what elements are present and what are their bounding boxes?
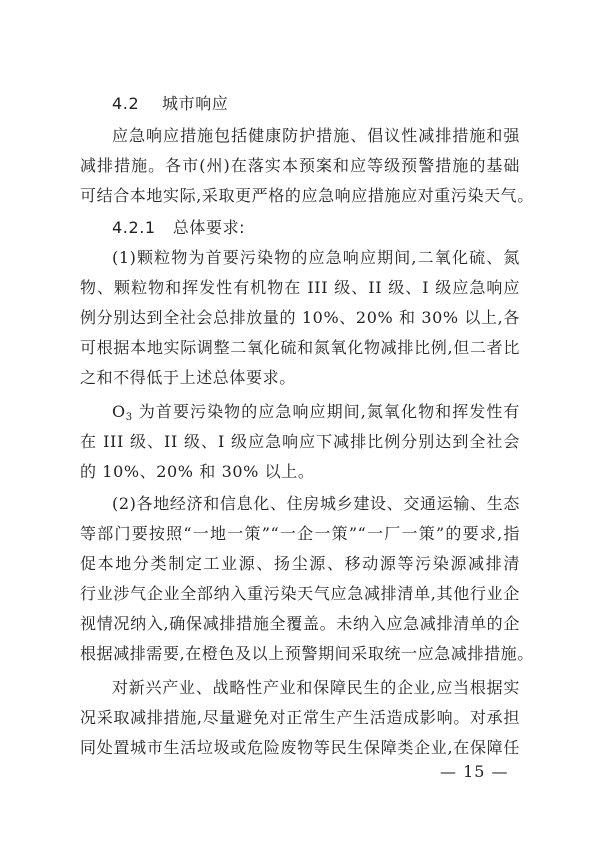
subsection-heading (112, 218, 552, 238)
para3-line-2: 在 III 级、II 级、I 级应急响应下减排比例分别达到全社会 (80, 432, 520, 451)
para1-line-3: 可结合本地实际,采取更严格的应急响应措施应对重污染天气。 (80, 186, 534, 205)
para5-line-2: 况采取减排措施,尽量避免对正常生产生活造成影响。对承担 (80, 708, 520, 727)
para4-line-4: 行业涉气企业全部纳入重污染天气应急减排清单,其他行业企 (80, 584, 520, 603)
para4-line-1: (2)各地经济和信息化、住房城乡建设、交通运输、生态 (112, 494, 520, 513)
para5-line-3: 同处置城市生活垃圾或危险废物等民生保障类企业,在保障任 (80, 738, 520, 757)
para4-line-6: 根据减排需要,在橙色及以上预警期间采取统一应急减排措施。 (80, 644, 534, 663)
subsection-title: 总体要求: (172, 218, 246, 237)
section-title: 城市响应 (162, 94, 229, 113)
para5-line-1: 对新兴产业、战略性产业和保障民生的企业,应当根据实 (112, 678, 520, 697)
para2-line-3: 例分别达到全社会总排放量的 10%、20% 和 30% 以上,各 (80, 308, 520, 327)
subsection-number: 4.2.1 (112, 218, 156, 237)
para1-line-1: 应急响应措施包括健康防护措施、倡议性减排措施和强 (112, 126, 520, 145)
para2-line-5: 之和不得低于上述总体要求。 (80, 368, 296, 387)
o3-symbol: $O_3$ (112, 402, 133, 422)
para1-line-2: 减排措施。各市(州)在落实本预案和应等级预警措施的基础 (80, 156, 520, 175)
para2-line-4: 可根据本地实际调整二氧化硫和氮氧化物减排比例,但二者比 (80, 338, 520, 357)
para3-line-1: $O_3$ 为首要污染物的应急响应期间,氮氧化物和挥发性有 (112, 402, 520, 422)
para3-line-3: 的 10%、20% 和 30% 以上。 (80, 462, 315, 481)
para4-line-5: 视情况纳入,确保减排措施全覆盖。未纳入应急减排清单的企 (80, 614, 520, 633)
para2-line-2: 物、颗粒物和挥发性有机物在 III 级、II 级、I 级应急响应 (80, 278, 520, 297)
para4-line-2: 等部门要按照“一地一策”“一企一策”“一厂一策”的要求,指 (80, 524, 520, 543)
para4-line-3: 促本地分类制定工业源、扬尘源、移动源等污染源减排清 (80, 554, 520, 573)
section-heading (112, 94, 552, 114)
section-number: 4.2 (112, 94, 140, 113)
para2-line-1: (1)颗粒物为首要污染物的应急响应期间,二氧化硫、氮 (112, 248, 520, 267)
page-number: — 15 — (440, 762, 509, 781)
